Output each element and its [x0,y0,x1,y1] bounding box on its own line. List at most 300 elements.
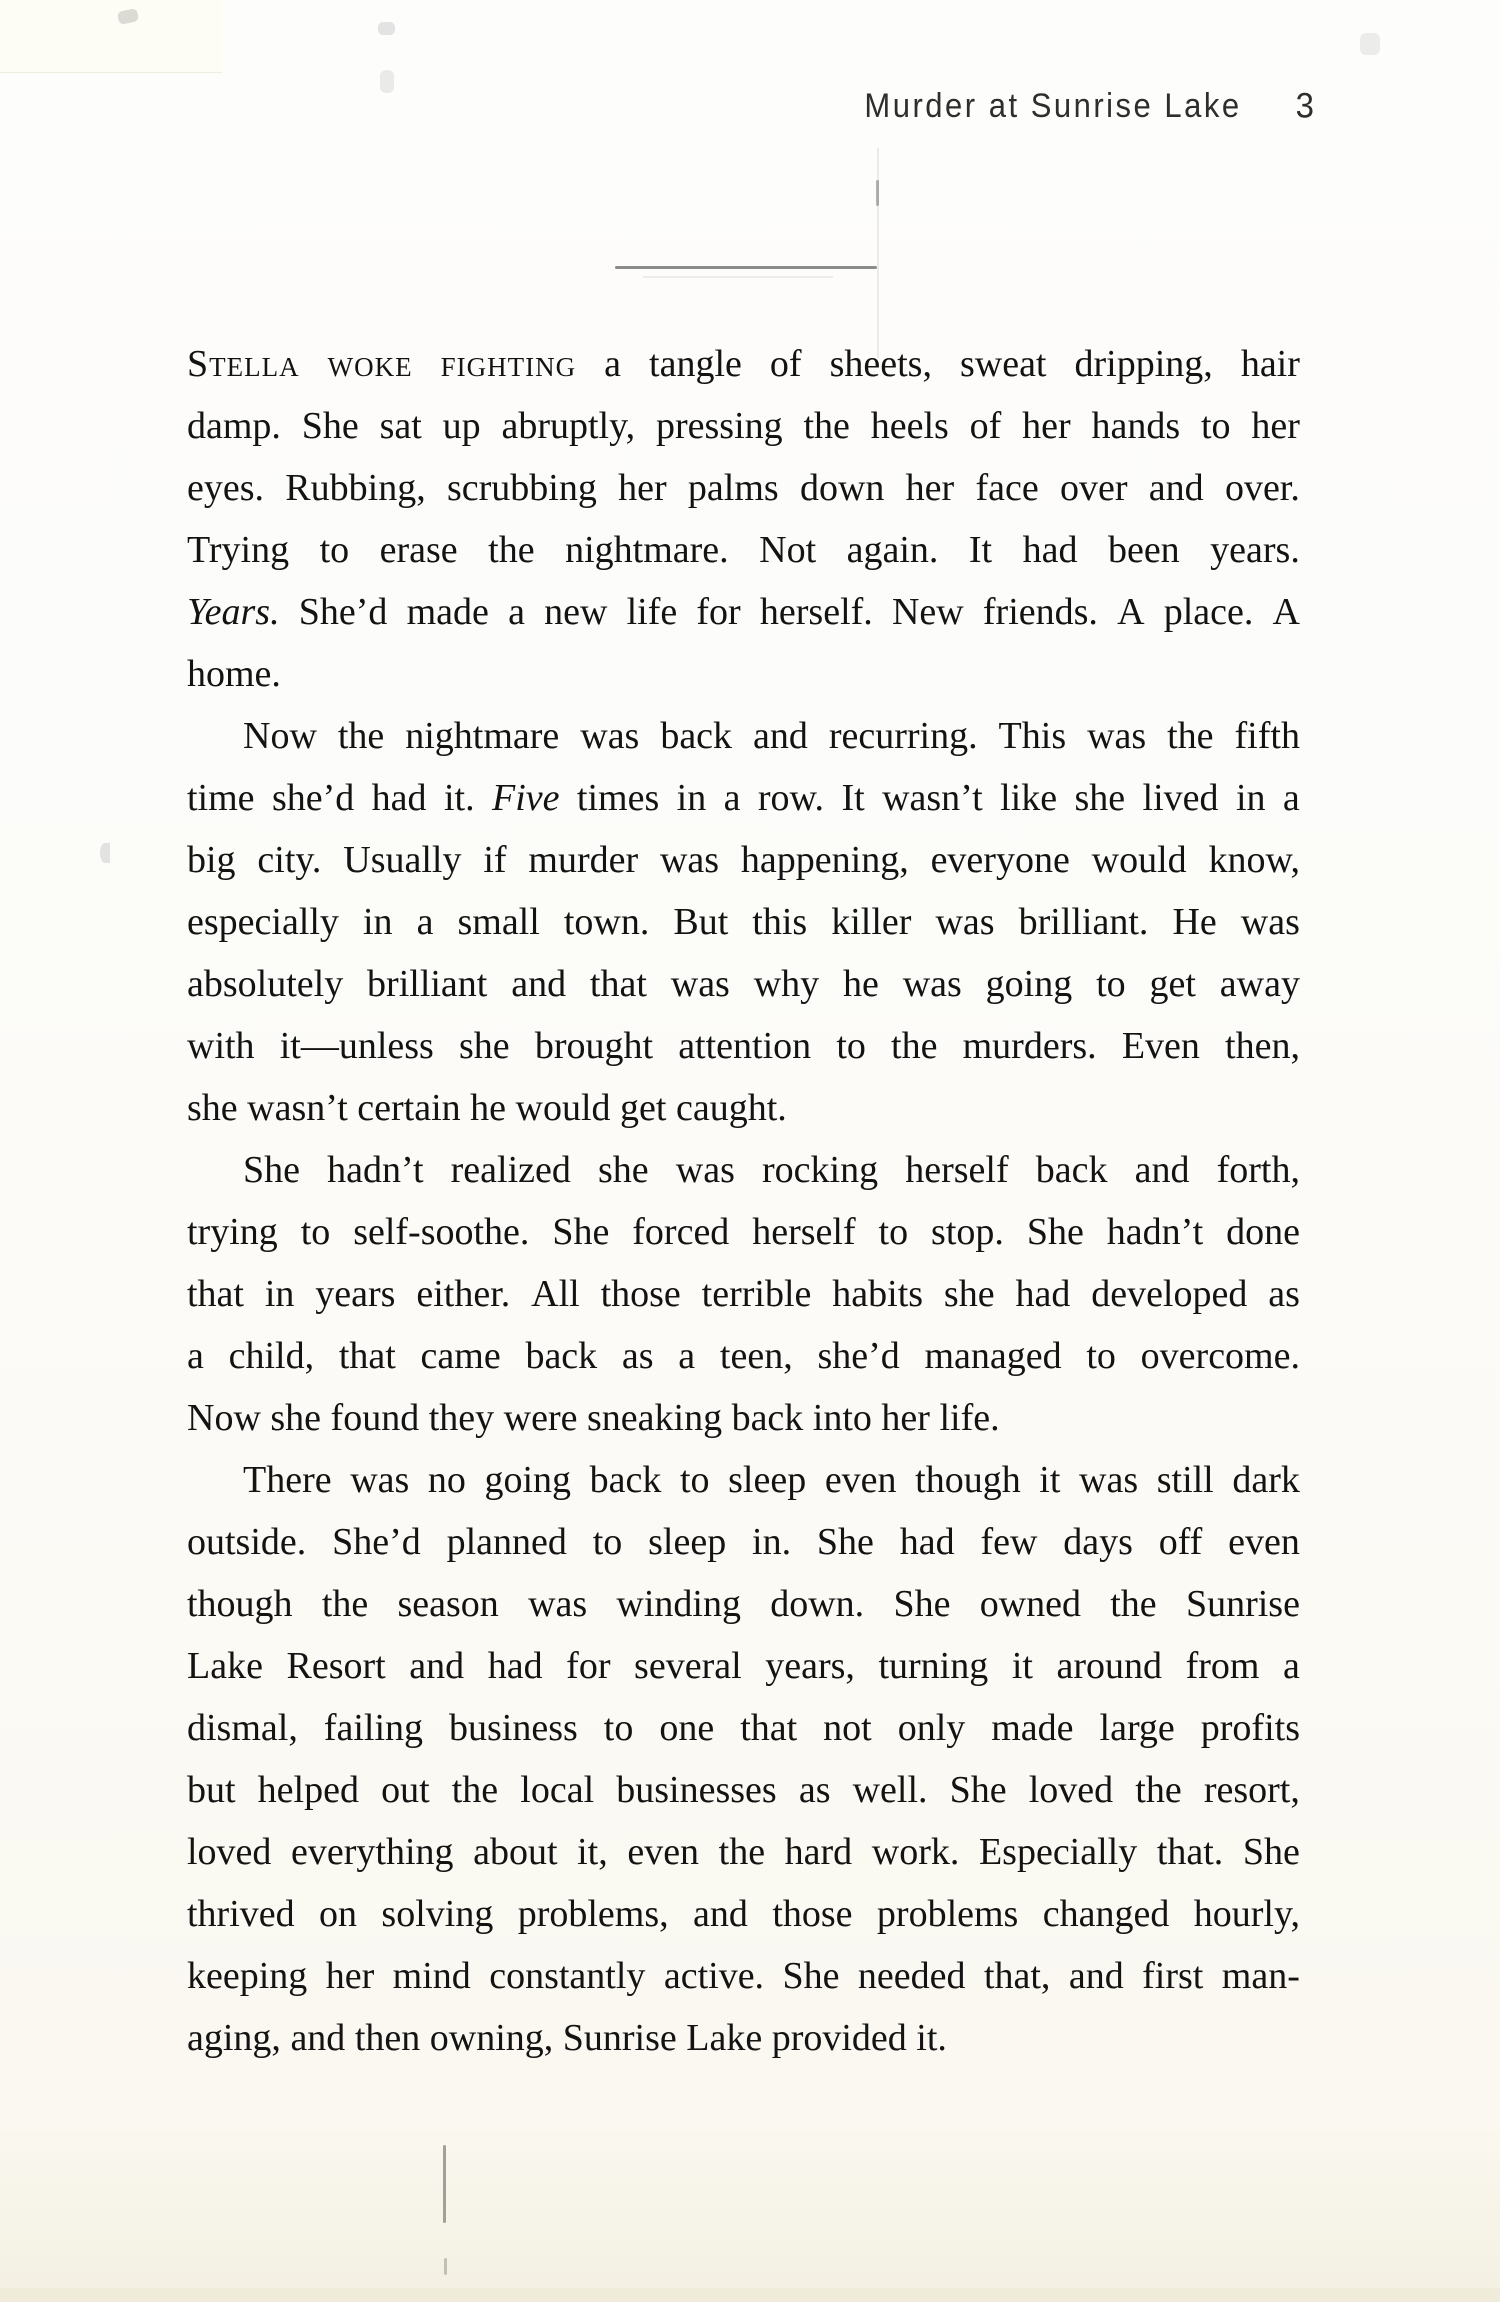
word: but [187,1769,236,1811]
word: She [1026,1211,1084,1253]
word: to [1086,1335,1116,1377]
word: if [483,839,507,881]
word: absolutely [187,963,344,1005]
word: get [1149,963,1196,1005]
word: it—unless [279,1025,434,1067]
word: forced [632,1211,730,1253]
word: into [812,1397,872,1439]
word: and [1148,467,1204,509]
word: city. [257,839,322,881]
word: dismal, [187,1707,298,1749]
word: eyes. [187,467,265,509]
word: a [1282,777,1300,819]
word: face [975,467,1039,509]
text-line [187,953,1300,1015]
word: her [905,467,955,509]
word: made [991,1707,1074,1749]
word: she [598,1149,649,1191]
text-line [187,2007,1300,2069]
word: and [409,1645,465,1687]
word: back [731,1397,804,1439]
word: time [187,777,255,819]
word: first [1142,1955,1204,1997]
word: down. [770,1583,865,1625]
word: the [1135,1769,1182,1811]
word: to [300,1211,331,1253]
word: had [1015,1273,1071,1315]
word: pressing [655,405,783,447]
word: had [487,1645,543,1687]
word: the [1167,715,1214,757]
text-line [187,1697,1300,1759]
word: that. [1156,1831,1224,1873]
word: Stella [187,343,300,385]
word: either. [416,1273,511,1315]
scan-artifact-smudge [378,22,395,35]
word: local [520,1769,595,1811]
scan-artifact-bottom-shade [0,2288,1500,2302]
word: herself [752,1211,856,1253]
word: that [187,1273,244,1315]
word: was [1087,715,1147,757]
word: a [508,591,525,633]
section-divider-rule [615,266,877,269]
word: fighting [440,343,577,385]
word: though [915,1459,1021,1501]
text-line [187,705,1300,767]
word: of [969,405,1002,447]
word: she [270,1397,322,1439]
word: hands [1091,405,1181,447]
word: the [337,715,385,757]
word: a [604,343,622,385]
text-line [187,1139,1300,1201]
text-line [187,1325,1300,1387]
word: why [753,963,820,1005]
paragraph [187,1449,1300,2069]
word: the [321,1583,369,1625]
word: herself. [759,591,873,633]
word: in [264,1273,295,1315]
word: herself [905,1149,1009,1191]
word: Now [243,715,317,757]
word: her [1022,405,1071,447]
word: place. [1163,591,1254,633]
word: large [1099,1707,1175,1749]
text-line [187,1635,1300,1697]
word: only [897,1707,966,1749]
word: work. [871,1831,960,1873]
word: her [325,1955,375,1997]
word: problems [876,1893,1019,1935]
word: keeping [187,1955,308,1997]
scan-artifact-smudge [380,70,394,93]
word: like [1000,777,1058,819]
word: was [902,963,962,1005]
word: for [696,591,741,633]
word: her [1251,405,1300,447]
word: it. [916,2017,947,2059]
word: everything [291,1831,454,1873]
word: brilliant. [1018,901,1149,943]
word: it. [443,777,475,819]
word: helped [257,1769,359,1811]
word: the [803,405,850,447]
word: sat [379,405,422,447]
word: winding [616,1583,741,1625]
word: back [1035,1149,1108,1191]
scan-artifact-smudge [100,843,110,863]
word: active. [663,1955,765,1997]
word: the [718,1831,766,1873]
word: that [589,963,647,1005]
word: as [1268,1273,1300,1315]
word: back [660,715,733,757]
word: not [823,1707,872,1749]
word: the [891,1025,938,1067]
word: days [1063,1521,1133,1563]
word: off [1158,1521,1203,1563]
word: and [693,1893,748,1935]
word: around [1056,1645,1163,1687]
word: terrible [701,1273,812,1315]
word: turning [878,1645,989,1687]
word: overcome. [1140,1335,1300,1377]
word: were [503,1397,578,1439]
word: failing [323,1707,424,1749]
word: in [362,901,393,943]
text-line [187,767,1300,829]
word: over. [1224,467,1300,509]
word: Sunrise [1185,1583,1300,1625]
word: had [899,1521,955,1563]
word: about [473,1831,558,1873]
word: get [620,1087,667,1129]
word: hourly, [1193,1893,1300,1935]
word: a [678,1335,696,1377]
word: they [428,1397,495,1439]
word: damp. [187,405,281,447]
word: stop. [931,1211,1004,1253]
word: solving [381,1893,494,1935]
text-line [187,1573,1300,1635]
word: She [893,1583,951,1625]
paragraph [187,1139,1300,1449]
word: needed [857,1955,966,1997]
word: years, [765,1645,855,1687]
word: hadn’t [1106,1211,1204,1253]
word: that [740,1707,798,1749]
word: of [769,343,802,385]
word: was [1240,901,1300,943]
scan-artifact-crease [877,148,879,358]
word: child, [228,1335,315,1377]
word: loved [187,1831,272,1873]
word: would [1091,839,1187,881]
text-line [187,1883,1300,1945]
word: managed [924,1335,1062,1377]
word: A [1272,591,1300,633]
word: several [634,1645,742,1687]
word: lived [1142,777,1219,819]
word: in [676,777,707,819]
word: She [949,1769,1007,1811]
text-line [187,1387,1300,1449]
word: well. [852,1769,928,1811]
word: Rubbing, [285,467,426,509]
word: and [1134,1149,1190,1191]
word: She [1242,1831,1300,1873]
word: loved [1028,1769,1114,1811]
word: going [985,963,1073,1005]
word: She [301,405,359,447]
word: was [1079,1459,1139,1501]
word: home. [187,653,281,695]
word: man- [1221,1955,1300,1997]
word: attention [678,1025,812,1067]
word: up [442,405,481,447]
word: Resort [286,1645,386,1687]
word: businesses [616,1769,777,1811]
word: She [552,1211,610,1253]
word: then [354,2017,421,2059]
word: killer [831,901,912,943]
word: he [470,1087,507,1129]
word: She [782,1955,840,1997]
word: found [330,1397,420,1439]
word: recurring. [828,715,978,757]
word: Now [187,1397,261,1439]
page-body [187,333,1300,2069]
word: even [627,1831,700,1873]
word: going [484,1459,572,1501]
word: the [488,529,535,571]
word: resort, [1203,1769,1300,1811]
word: A [1117,591,1145,633]
word: brought [534,1025,654,1067]
word: changed [1042,1893,1170,1935]
word: that, [983,1955,1051,1997]
text-line [187,1449,1300,1511]
word: friends. [982,591,1098,633]
word: been [1107,529,1180,571]
word: nightmare [405,715,560,757]
word: on [319,1893,358,1935]
word: dark [1232,1459,1300,1501]
word: it [1039,1459,1061,1501]
text-line [187,457,1300,519]
word: even [1228,1521,1300,1563]
word: was [350,1459,410,1501]
word: those [772,1893,853,1935]
word: and [290,2017,346,2059]
word: times [576,777,660,819]
word: no [427,1459,466,1501]
paragraph [187,705,1300,1139]
word: sleep [728,1459,807,1501]
word: down [799,467,885,509]
word: to [603,1707,634,1749]
word: dripping, [1074,343,1213,385]
word: scrubbing [446,467,597,509]
word: she [943,1273,995,1315]
text-line [187,1945,1300,2007]
word: But [673,901,729,943]
text-line [187,581,1300,643]
page-header [864,84,1314,126]
word: done [1226,1211,1300,1253]
word: Years. [187,591,280,633]
word: even [824,1459,897,1501]
word: she [187,1087,238,1129]
word: trying [187,1211,278,1253]
word: palms [687,467,779,509]
word: She’d [332,1521,421,1563]
word: she’d [817,1335,900,1377]
word: Lake [686,2017,763,2059]
word: nightmare. [565,529,729,571]
scan-artifact-corner-patch [0,0,222,73]
word: developed [1091,1273,1248,1315]
word: hard [784,1831,853,1873]
word: abruptly, [501,405,636,447]
word: her [881,1397,930,1439]
word: erase [379,529,458,571]
word: was [675,1149,735,1191]
word: murder [528,839,639,881]
word: wasn’t [882,777,983,819]
word: made [406,591,489,633]
word: Usually [343,839,462,881]
word: she’d [271,777,355,819]
word: in. [752,1521,792,1563]
word: life [626,591,678,633]
word: self-soothe. [353,1211,530,1253]
text-line [187,1015,1300,1077]
word: again. [846,529,939,571]
word: New [891,591,964,633]
word: heels [870,405,949,447]
paragraph [187,333,1300,705]
scan-artifact-tick [444,2258,447,2275]
word: with [187,1025,255,1067]
word: it, [577,1831,608,1873]
word: provided [771,2017,907,2059]
text-line [187,1821,1300,1883]
page-number: 3 [1295,84,1314,125]
word: had [1022,529,1078,571]
word: she [1074,777,1126,819]
word: caught. [675,1087,787,1129]
word: aging, [187,2017,281,2059]
word: new [544,591,608,633]
word: those [600,1273,681,1315]
word: years [315,1273,396,1315]
word: owning, [429,2017,554,2059]
word: away [1219,963,1300,1005]
running-head-book-title: Murder at Sunrise Lake [864,86,1242,125]
word: came [420,1335,501,1377]
word: Lake [187,1645,263,1687]
word: to [878,1211,909,1253]
word: She’d [298,591,388,633]
word: This [998,715,1067,757]
word: to [836,1025,866,1067]
word: was [528,1583,588,1625]
word: hair [1240,343,1300,385]
word: was [670,963,730,1005]
word: a [416,901,434,943]
word: It [968,529,993,571]
word: Not [759,529,817,571]
word: sneaking [586,1397,723,1439]
word: Five [491,777,560,819]
word: She [816,1521,874,1563]
word: habits [832,1273,924,1315]
word: back [589,1459,662,1501]
word: to [592,1521,623,1563]
word: out [381,1769,430,1811]
word: constantly [489,1955,646,1997]
text-line [187,1263,1300,1325]
text-line [187,333,1300,395]
word: sheets, [829,343,932,385]
word: in [1235,777,1266,819]
word: season [397,1583,499,1625]
word: teen, [719,1335,793,1377]
word: the [1110,1583,1157,1625]
text-line [187,519,1300,581]
word: and [1068,1955,1124,1997]
word: mind [392,1955,471,1997]
word: as [621,1335,654,1377]
word: sleep [648,1521,727,1563]
scan-artifact-crease [876,180,879,206]
word: There [243,1459,332,1501]
word: was [935,901,995,943]
scan-artifact-smudge [117,8,139,25]
word: it [1011,1645,1033,1687]
word: thrived [187,1893,295,1935]
text-line [187,829,1300,891]
word: rocking [762,1149,879,1191]
word: back [525,1335,598,1377]
word: the [451,1769,499,1811]
word: especially [187,901,339,943]
word: over [1060,467,1128,509]
word: one [659,1707,715,1749]
text-line [187,1077,1300,1139]
word: town. [563,901,650,943]
word: Trying [187,529,290,571]
word: certain [357,1087,461,1129]
word: her [618,467,667,509]
word: that [338,1335,396,1377]
word: outside. [187,1521,307,1563]
word: All [531,1273,580,1315]
word: Especially [978,1831,1138,1873]
text-line [187,891,1300,953]
word: a [723,777,741,819]
word: know, [1208,839,1300,881]
word: row. [757,777,825,819]
word: though [187,1583,293,1625]
word: happening, [740,839,909,881]
scan-artifact-smudge [1360,33,1380,55]
word: big [187,839,236,881]
word: life. [939,1397,1000,1439]
word: planned [446,1521,567,1563]
